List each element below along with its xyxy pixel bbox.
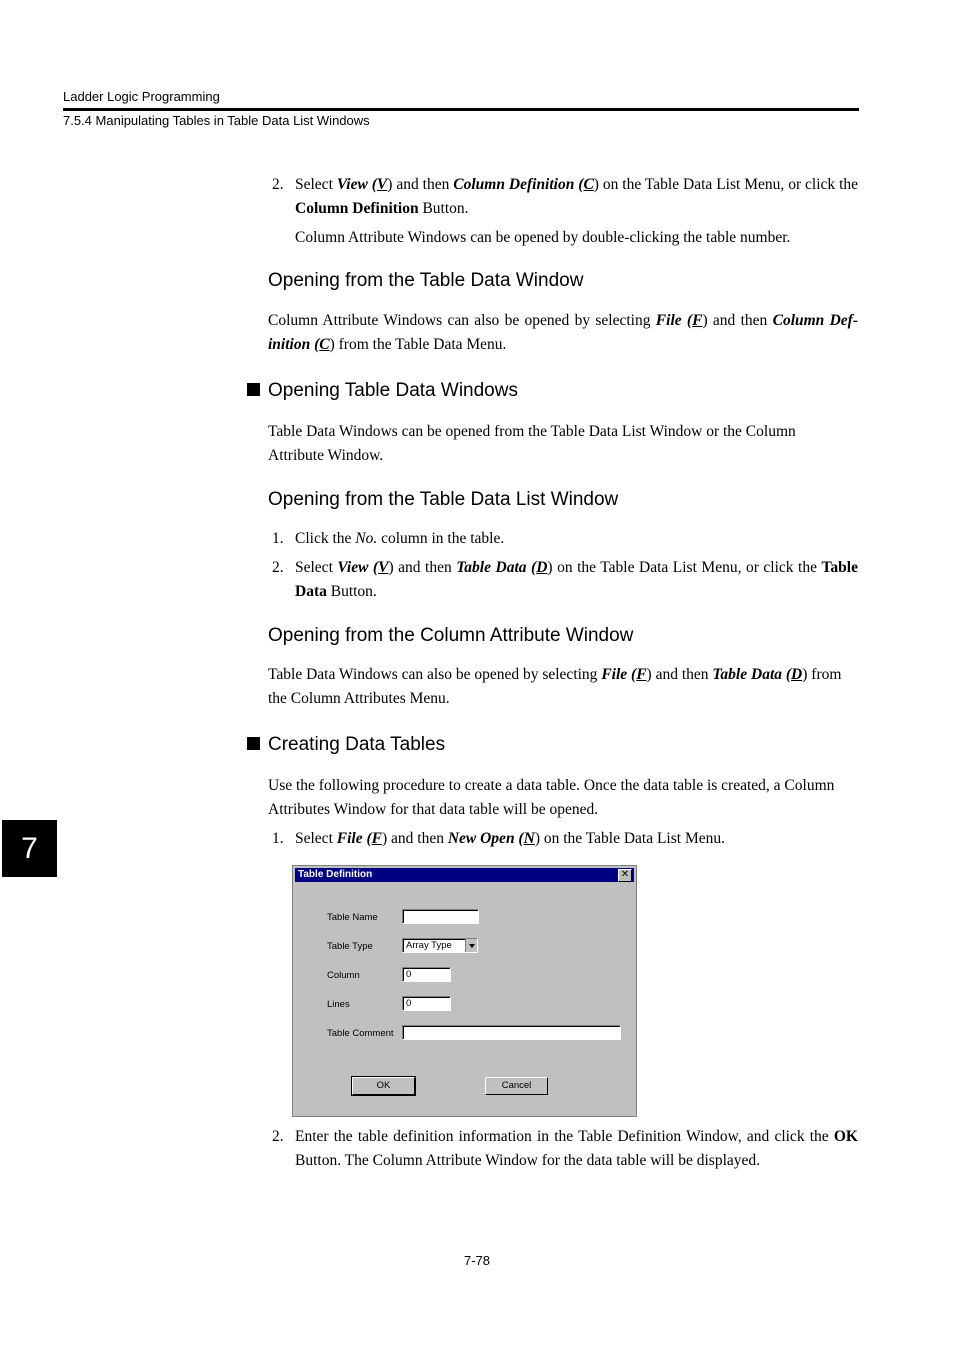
dialog-title-bar: [295, 868, 634, 882]
lines-input[interactable]: 0: [402, 996, 451, 1011]
intro-step-number: 2.: [272, 176, 284, 193]
list-step1-number: 1.: [272, 530, 284, 547]
table-name-label: Table Name: [327, 912, 378, 923]
heading-open-from-column-attr: Opening from the Column Attribute Window: [268, 625, 634, 646]
chapter-tab: 7: [2, 820, 57, 877]
section-bullet-square: [247, 383, 260, 396]
table-comment-input[interactable]: [402, 1025, 621, 1040]
page-number: 7-78: [463, 1253, 491, 1268]
paragraph-open-from-table-data-window: Column Attribute Windows can also be opened by selecting File (F) and then Column Def-inition (C) from the Table Data Menu.: [268, 312, 859, 353]
intro-step-note: Column Attribute Windows can be opened by double-clicking the table number.: [295, 229, 791, 246]
create-step2-text: Enter the table definition information in the Table Definition Window, and click the OK Button. The Column Attribute Window for the data table will be displayed.: [295, 1128, 858, 1169]
paragraph-opening-table-data-windows: Table Data Windows can be opened from the Table Data List Window or the Column Attribute Window.: [268, 423, 796, 464]
running-header-section: Ladder Logic Programming: [63, 89, 220, 104]
ok-button[interactable]: OK: [352, 1077, 415, 1095]
running-header-subsection: 7.5.4 Manipulating Tables in Table Data List Windows: [63, 113, 370, 128]
heading-open-from-list-window: Opening from the Table Data List Window: [268, 489, 619, 510]
dialog-title: Table Definition: [298, 869, 373, 880]
heading-open-from-table-data-window: Opening from the Table Data Window: [268, 270, 584, 291]
column-input[interactable]: 0: [402, 967, 451, 982]
create-step1-number: 1.: [272, 830, 284, 847]
create-step1-text: Select File (F) and then New Open (N) on the Table Data List Menu.: [295, 830, 725, 847]
heading-opening-table-data-windows: Opening Table Data Windows: [268, 380, 518, 401]
paragraph-creating-data-tables: Use the following procedure to create a data table. Once the data table is created, a Column Attributes Window for that data table will be opened.: [268, 777, 835, 818]
create-step2-number: 2.: [272, 1128, 284, 1145]
list-step2-text: Select View (V) and then Table Data (D) on the Table Data List Menu, or click the Table Data Button.: [295, 559, 858, 600]
column-label: Column: [327, 970, 360, 981]
close-icon[interactable]: ✕: [618, 869, 632, 882]
heading-creating-data-tables: Creating Data Tables: [268, 734, 446, 755]
list-step2-number: 2.: [272, 559, 284, 576]
paragraph-open-from-column-attr: Table Data Windows can also be opened by selecting File (F) and then Table Data (D) from the Column Attributes Menu.: [268, 666, 842, 707]
table-type-label: Table Type: [327, 941, 373, 952]
lines-label: Lines: [327, 999, 350, 1010]
intro-step-text: Select View (V) and then Column Definition (C) on the Table Data List Menu, or click the Column Definition Button.: [295, 176, 859, 217]
header-rule: [63, 108, 859, 111]
cancel-button[interactable]: Cancel: [485, 1077, 548, 1095]
table-name-input[interactable]: [402, 909, 479, 924]
table-comment-label: Table Comment: [327, 1028, 394, 1039]
list-step1-text: Click the No. column in the table.: [295, 530, 505, 547]
table-type-value: Array Type: [406, 940, 452, 951]
table-type-select[interactable]: [402, 938, 478, 953]
section-bullet-square: [247, 737, 260, 750]
table-definition-dialog: [292, 865, 637, 1117]
chevron-down-icon[interactable]: [465, 939, 477, 952]
